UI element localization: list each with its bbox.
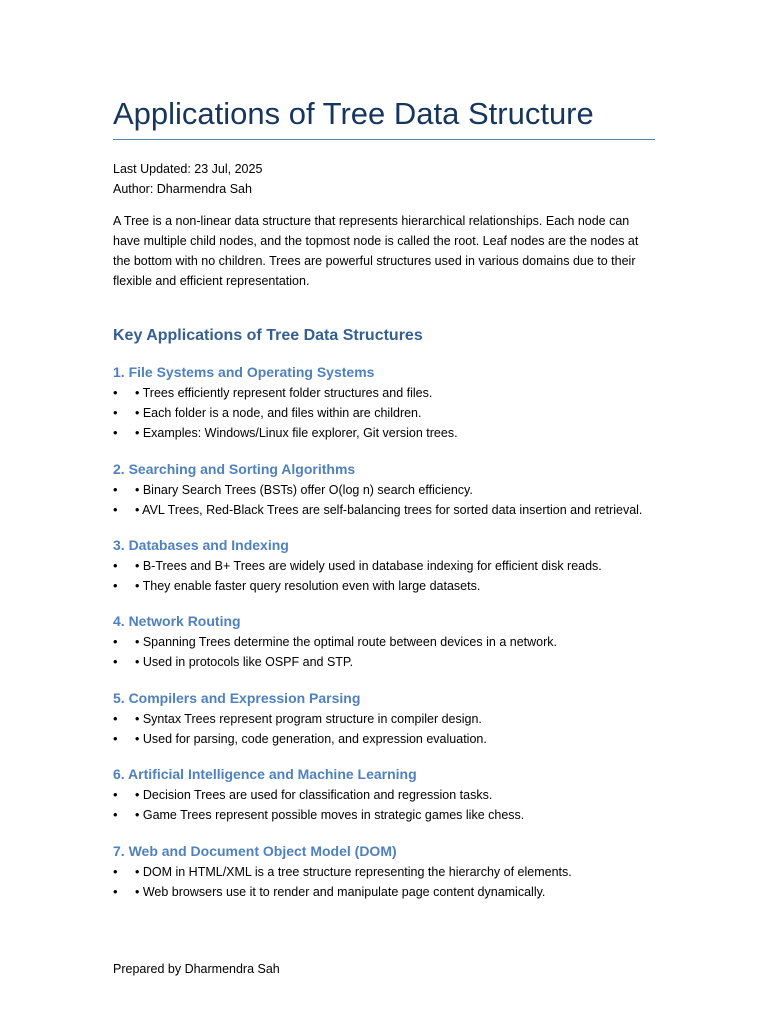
list-item-text: • Game Trees represent possible moves in strategic games like chess. bbox=[135, 808, 525, 822]
bullet-list bbox=[113, 383, 673, 443]
list-item-text: • Binary Search Trees (BSTs) offer O(log n) search efficiency. bbox=[135, 483, 473, 497]
list-item-text: • Used for parsing, code generation, and expression evaluation. bbox=[135, 732, 487, 746]
list-item bbox=[113, 709, 673, 729]
list-item bbox=[113, 423, 673, 443]
section-heading: 1. File Systems and Operating Systems bbox=[113, 364, 375, 380]
bullet-marker: • bbox=[113, 425, 118, 440]
list-item bbox=[113, 403, 673, 423]
bullet-marker: • bbox=[113, 711, 118, 726]
list-item-text: • Spanning Trees determine the optimal route between devices in a network. bbox=[135, 635, 557, 649]
section-heading: 5. Compilers and Expression Parsing bbox=[113, 690, 361, 706]
list-item-text: • Decision Trees are used for classification and regression tasks. bbox=[135, 788, 493, 802]
bullet-marker: • bbox=[113, 731, 118, 746]
section-heading: 6. Artificial Intelligence and Machine Learning bbox=[113, 766, 417, 782]
author-line: Author: Dharmendra Sah bbox=[113, 182, 252, 196]
bullet-marker: • bbox=[113, 385, 118, 400]
section-heading: 4. Network Routing bbox=[113, 613, 241, 629]
section-searching-sorting bbox=[113, 458, 673, 520]
list-item-text: • Trees efficiently represent folder structures and files. bbox=[135, 386, 433, 400]
section-heading: 7. Web and Document Object Model (DOM) bbox=[113, 843, 397, 859]
list-item bbox=[113, 632, 673, 652]
main-heading: Key Applications of Tree Data Structures bbox=[113, 327, 423, 344]
bullet-list bbox=[113, 556, 673, 596]
list-item-text: • DOM in HTML/XML is a tree structure representing the hierarchy of elements. bbox=[135, 865, 572, 879]
intro-paragraph: A Tree is a non-linear data structure that represents hierarchical relationships. Each node can have multiple child nodes, and the topmost node is called the root. Leaf nodes are the nodes at the bottom with no children. Trees are powerful structures used in various domains due to their flexible and efficient representation. bbox=[113, 214, 639, 288]
bullet-marker: • bbox=[113, 654, 118, 669]
list-item bbox=[113, 383, 673, 403]
bullet-marker: • bbox=[113, 634, 118, 649]
list-item bbox=[113, 500, 673, 520]
section-network-routing bbox=[113, 610, 673, 672]
bullet-marker: • bbox=[113, 482, 118, 497]
list-item-text: • Used in protocols like OSPF and STP. bbox=[135, 655, 354, 669]
bullet-list bbox=[113, 785, 673, 825]
bullet-marker: • bbox=[113, 884, 118, 899]
list-item bbox=[113, 882, 673, 902]
list-item bbox=[113, 729, 673, 749]
section-databases-indexing bbox=[113, 534, 673, 596]
section-heading: 2. Searching and Sorting Algorithms bbox=[113, 461, 356, 477]
section-compilers-parsing bbox=[113, 687, 673, 749]
document-title: Applications of Tree Data Structure bbox=[113, 96, 594, 131]
bullet-marker: • bbox=[113, 787, 118, 802]
bullet-marker: • bbox=[113, 864, 118, 879]
list-item bbox=[113, 805, 673, 825]
section-file-systems bbox=[113, 361, 673, 443]
list-item bbox=[113, 480, 673, 500]
list-item bbox=[113, 652, 673, 672]
document-footer: Prepared by Dharmendra Sah bbox=[113, 962, 280, 976]
list-item bbox=[113, 576, 673, 596]
list-item-text: • Each folder is a node, and files within are children. bbox=[135, 406, 422, 420]
list-item-text: • They enable faster query resolution even with large datasets. bbox=[135, 579, 481, 593]
bullet-list bbox=[113, 862, 673, 902]
title-underline bbox=[113, 139, 655, 140]
list-item bbox=[113, 785, 673, 805]
list-item-text: • AVL Trees, Red-Black Trees are self-balancing trees for sorted data insertion and retrieval. bbox=[135, 503, 643, 517]
section-ai-ml bbox=[113, 763, 673, 825]
list-item-text: • Syntax Trees represent program structure in compiler design. bbox=[135, 712, 482, 726]
list-item bbox=[113, 556, 673, 576]
bullet-list bbox=[113, 709, 673, 749]
list-item-text: • B-Trees and B+ Trees are widely used in database indexing for efficient disk reads. bbox=[135, 559, 602, 573]
bullet-list bbox=[113, 480, 673, 520]
bullet-marker: • bbox=[113, 502, 118, 517]
section-heading: 3. Databases and Indexing bbox=[113, 537, 289, 553]
list-item-text: • Examples: Windows/Linux file explorer, Git version trees. bbox=[135, 426, 458, 440]
bullet-marker: • bbox=[113, 578, 118, 593]
list-item bbox=[113, 862, 673, 882]
bullet-marker: • bbox=[113, 405, 118, 420]
bullet-marker: • bbox=[113, 807, 118, 822]
section-web-dom bbox=[113, 840, 673, 902]
bullet-marker: • bbox=[113, 558, 118, 573]
bullet-list bbox=[113, 632, 673, 672]
list-item-text: • Web browsers use it to render and manipulate page content dynamically. bbox=[135, 885, 546, 899]
last-updated: Last Updated: 23 Jul, 2025 bbox=[113, 162, 263, 176]
